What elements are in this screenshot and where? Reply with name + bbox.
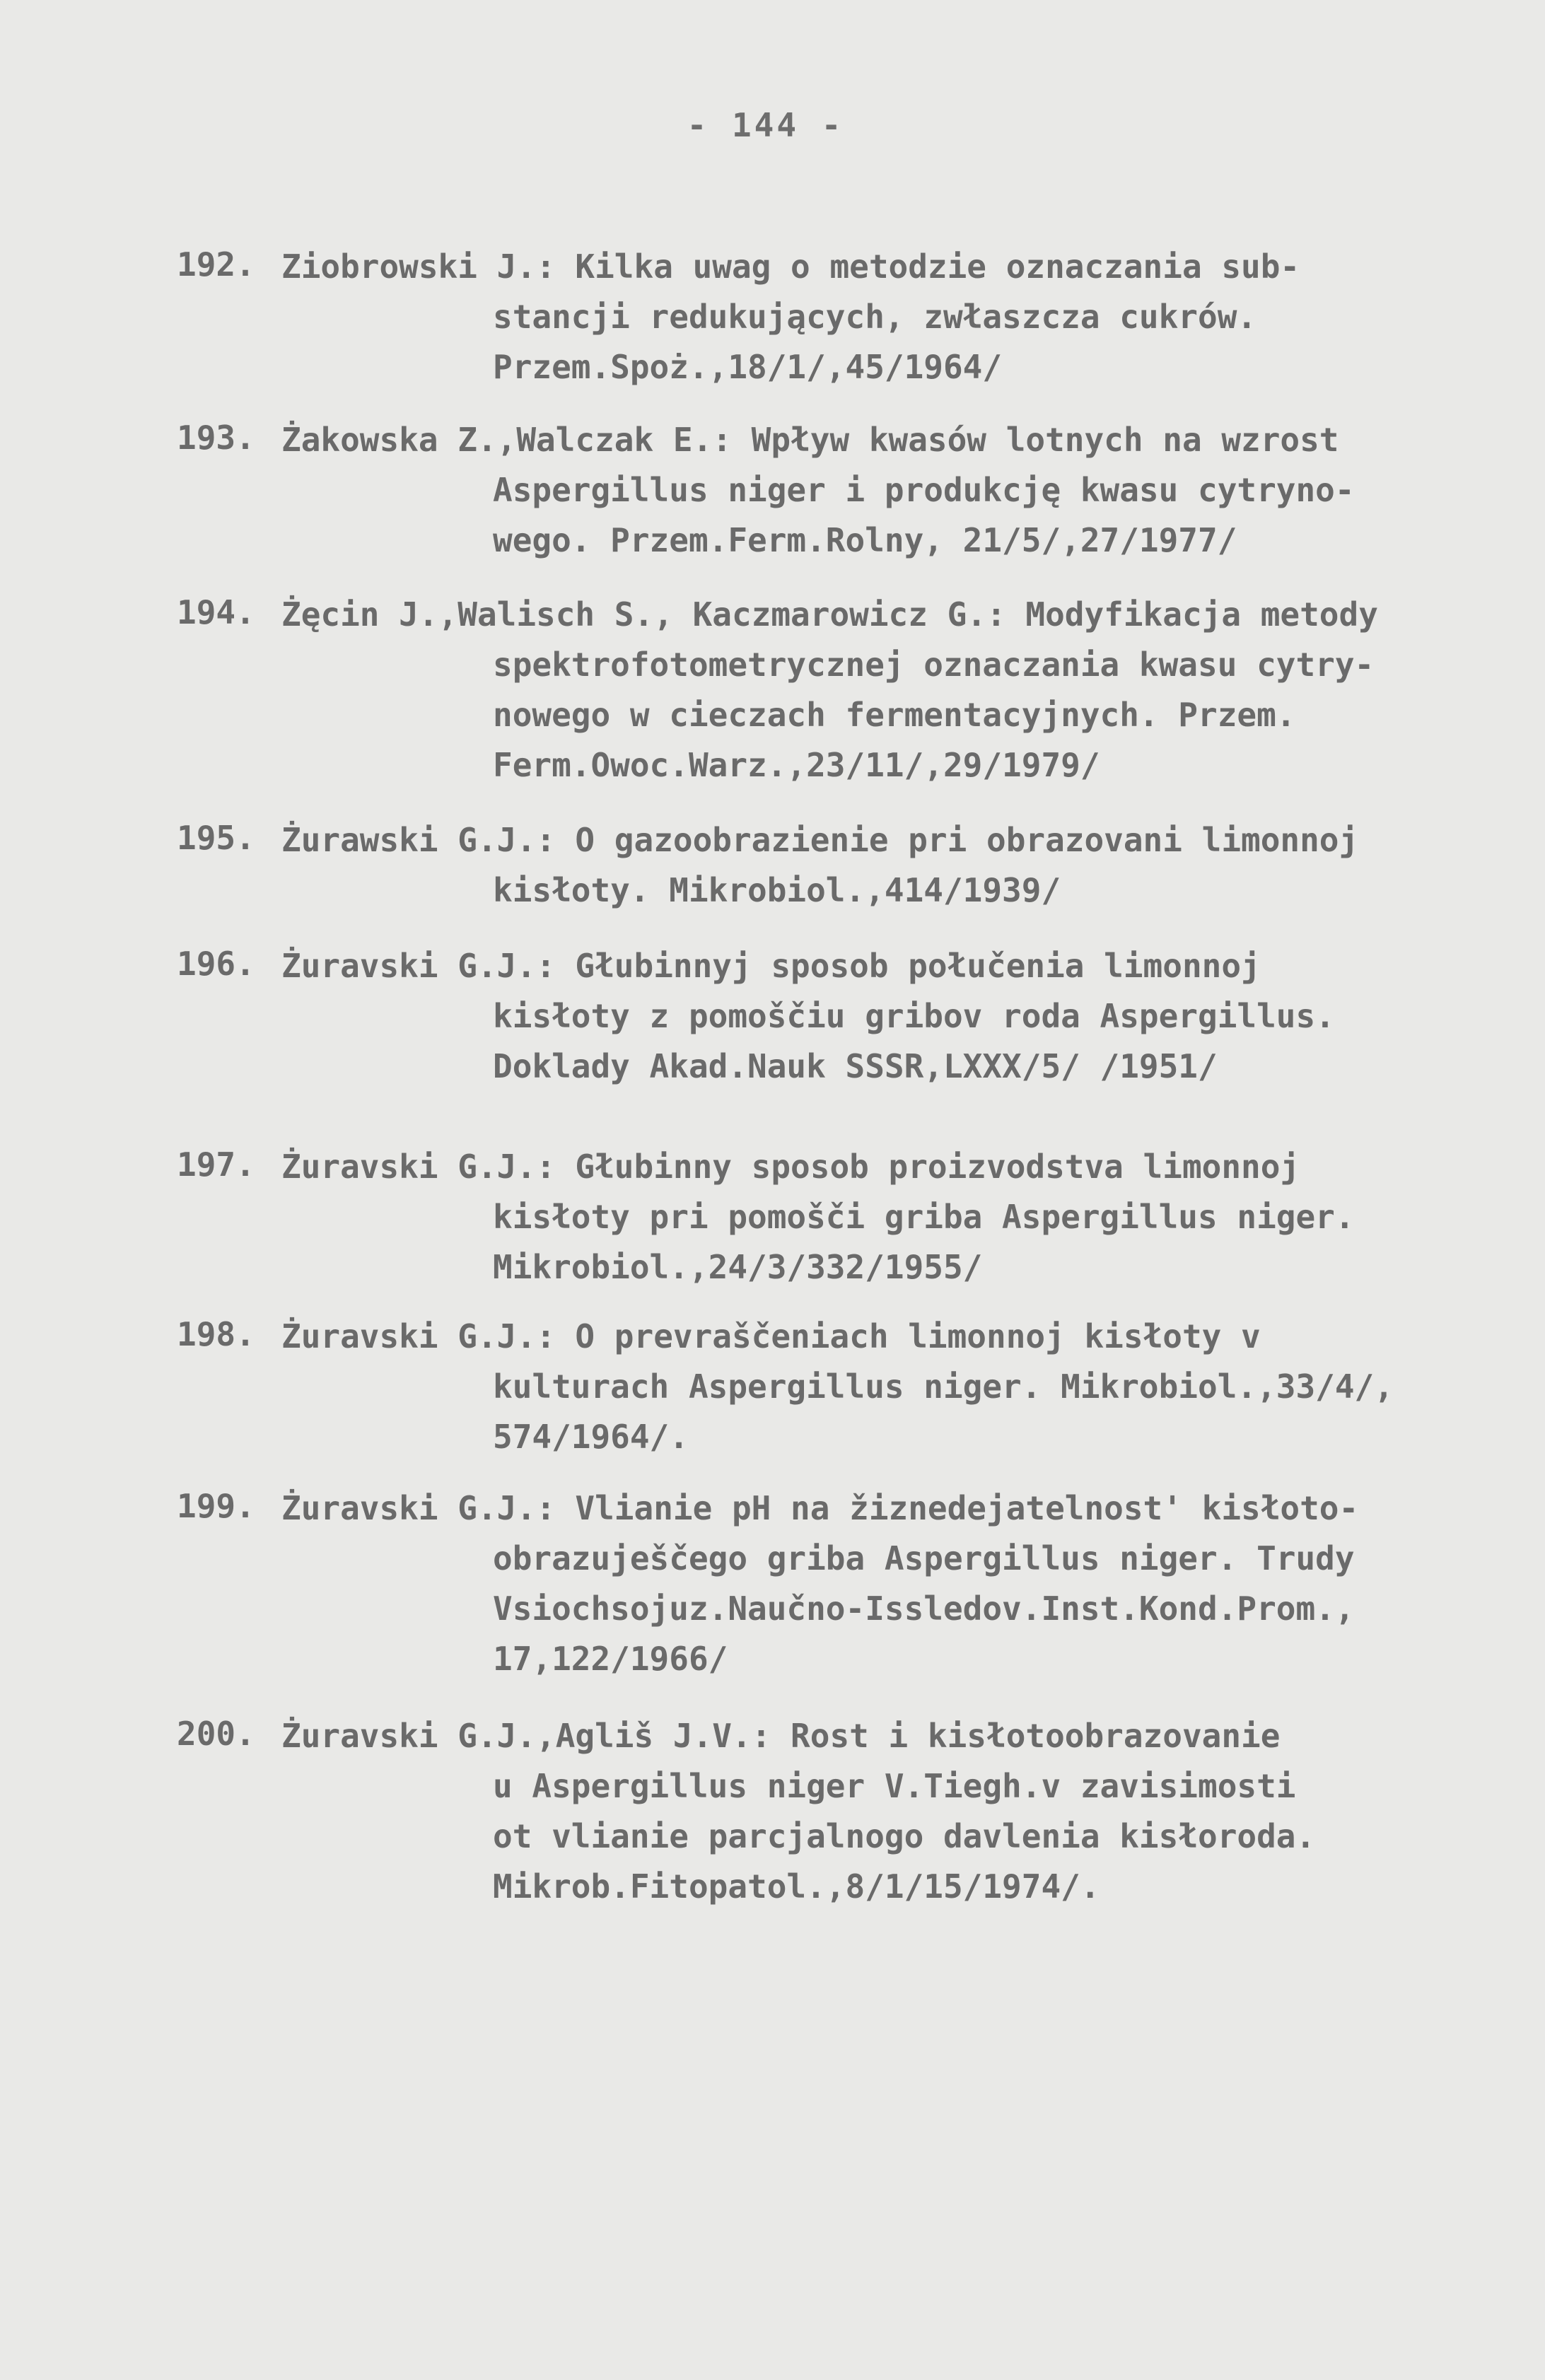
entry-continuation-line: Ferm.Owoc.Warz.,23/11/,29/1979/ [493,746,1100,784]
entry-continuation-line: ot vlianie parcjalnogo davlenia kisłoroda. [493,1817,1316,1855]
entry-author-title: Żuravski G.J.,Agliš J.V.: Rost i kisłotoobrazovanie [281,1717,1281,1755]
entry-continuation-line: kisłoty pri pomošči griba Aspergillus niger. [493,1198,1355,1236]
entry-continuation-line: spektrofotometrycznej oznaczania kwasu cytry- [493,646,1375,684]
entry-number: 200. [177,1715,255,1753]
entry-author-title: Żuravski G.J.: O prevraščeniach limonnoj kisłoty v [281,1317,1261,1355]
entry-continuation-line: 17,122/1966/ [493,1640,728,1678]
entry-number: 194. [177,593,255,631]
entry-continuation-line: kisłoty z pomoščiu gribov roda Aspergillus. [493,997,1335,1035]
entry-number: 192. [177,245,255,284]
entry-author-title: Żuravski G.J.: Głubinnyj sposob połučenia limonnoj [281,947,1261,985]
entry-continuation-line: wego. Przem.Ferm.Rolny, 21/5/,27/1977/ [493,521,1237,559]
entry-author-title: Żęcin J.,Walisch S., Kaczmarowicz G.: Modyfikacja metody [281,595,1378,634]
page-number: - 144 - [687,106,844,144]
entry-number: 193. [177,419,255,457]
entry-continuation-line: kisłoty. Mikrobiol.,414/1939/ [493,871,1061,909]
entry-continuation-line: obrazuješčego griba Aspergillus niger. Trudy [493,1539,1355,1577]
entry-author-title: Ziobrowski J.: Kilka uwag o metodzie oznaczania sub- [281,247,1300,286]
entry-continuation-line: kulturach Aspergillus niger. Mikrobiol.,33/4/, [493,1367,1394,1406]
entry-number: 195. [177,819,255,857]
entry-author-title: Żuravski G.J.: Głubinny sposob proizvodstva limonnoj [281,1148,1300,1186]
entry-number: 196. [177,945,255,983]
entry-number: 198. [177,1315,255,1353]
entry-continuation-line: Mikrobiol.,24/3/332/1955/ [493,1248,983,1286]
entry-continuation-line: Doklady Akad.Nauk SSSR,LXXX/5/ /1951/ [493,1047,1218,1085]
entry-continuation-line: Przem.Spoż.,18/1/,45/1964/ [493,348,1003,386]
entry-continuation-line: Aspergillus niger i produkcję kwasu cytryno- [493,471,1355,509]
entry-author-title: Żuravski G.J.: Vlianie pH na žiznedejatelnost' kisłoto- [281,1489,1359,1527]
entry-continuation-line: nowego w cieczach fermentacyjnych. Przem. [493,696,1296,734]
entry-continuation-line: 574/1964/. [493,1418,689,1456]
entry-number: 199. [177,1487,255,1525]
entry-continuation-line: Vsiochsojuz.Naučno-Issledov.Inst.Kond.Prom., [493,1589,1355,1628]
entry-continuation-line: u Aspergillus niger V.Tiegh.v zavisimosti [493,1767,1296,1805]
entry-author-title: Żurawski G.J.: O gazoobrazienie pri obrazovani limonnoj [281,821,1359,859]
entry-number: 197. [177,1145,255,1184]
entry-continuation-line: stancji redukujących, zwłaszcza cukrów. [493,298,1257,336]
entry-continuation-line: Mikrob.Fitopatol.,8/1/15/1974/. [493,1867,1100,1906]
entry-author-title: Żakowska Z.,Walczak E.: Wpływ kwasów lotnych na wzrost [281,421,1339,459]
